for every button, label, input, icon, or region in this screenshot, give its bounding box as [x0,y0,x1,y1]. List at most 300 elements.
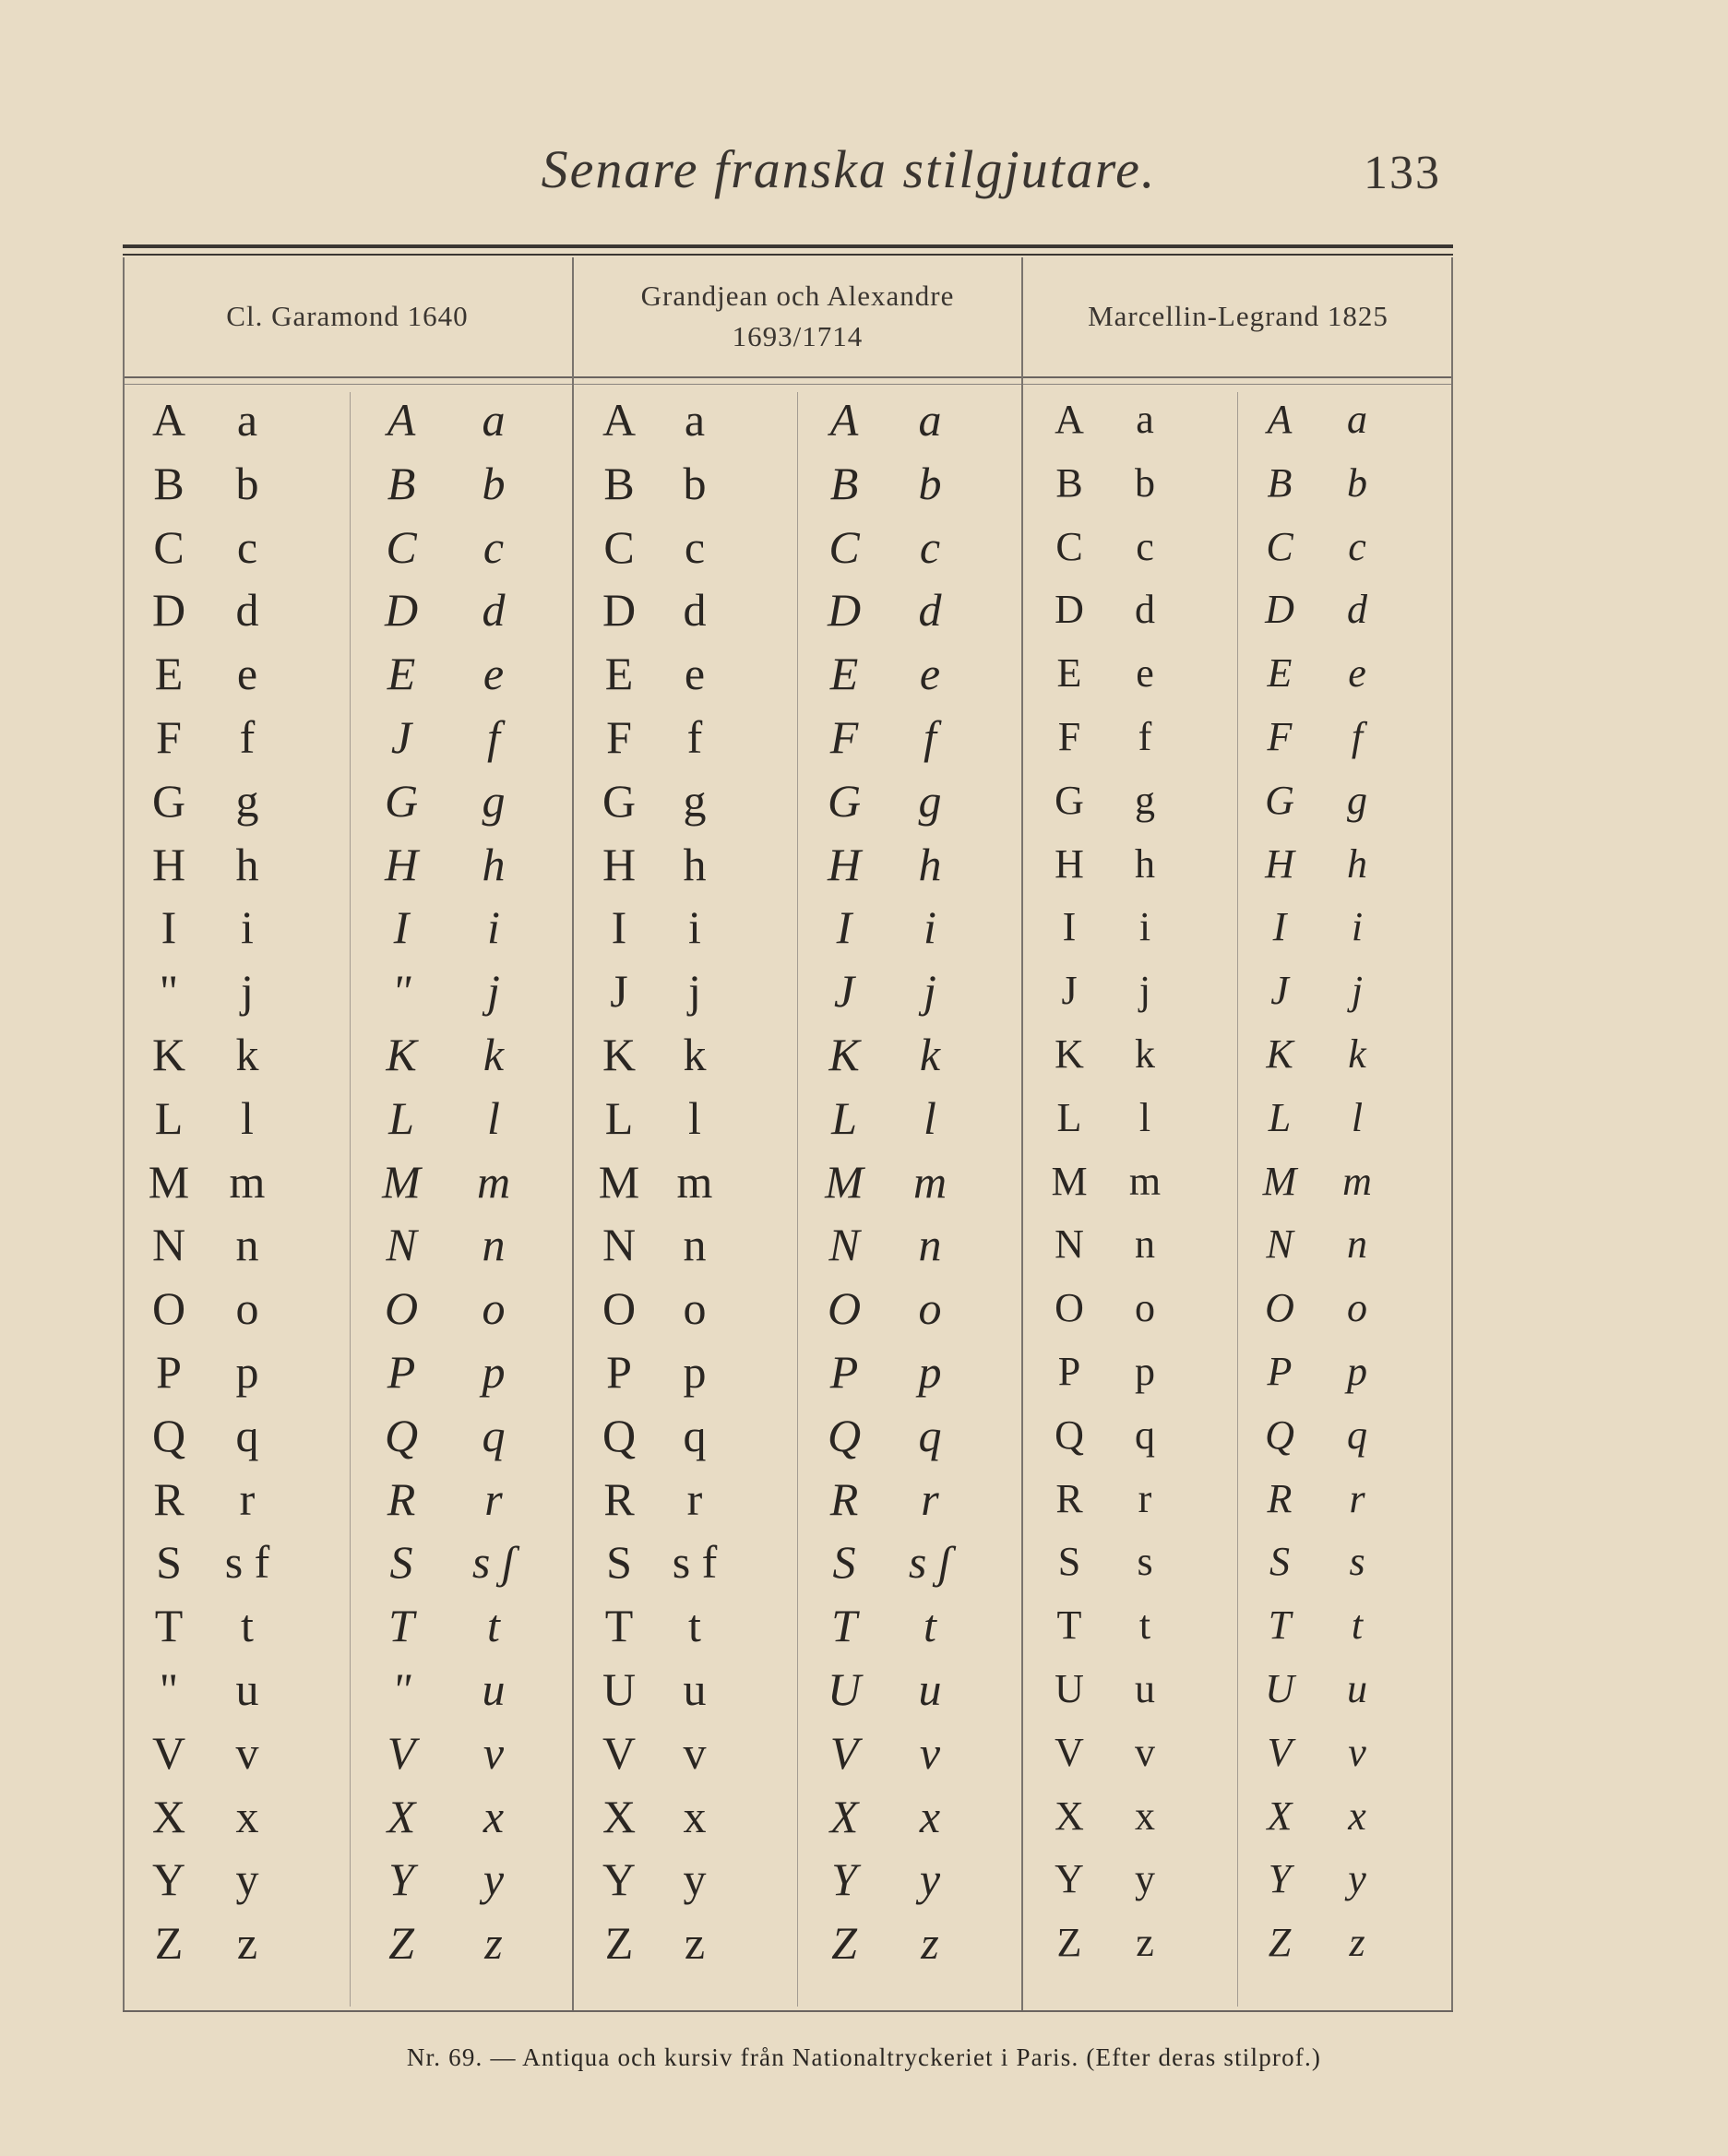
legrand-italic-upper: J [1270,968,1289,1014]
garamond-roman-lower: d [235,584,259,637]
figure-caption: Nr. 69. — Antiqua och kursiv från Nationaltryckeriet i Paris. (Efter deras stilprof.) [406,2043,1322,2071]
legrand-roman-lower: v [1135,1729,1155,1775]
legrand-italic-upper: C [1266,523,1293,569]
grandjean-italic-upper: Q [827,1409,862,1461]
garamond-roman-lower: j [241,965,254,1018]
garamond-italic-upper: P [387,1345,416,1398]
legrand-italic-lower: j [1351,968,1364,1014]
legrand-roman-upper: X [1055,1793,1084,1839]
legrand-roman-upper: L [1056,1094,1082,1140]
garamond-italic-lower: z [484,1917,503,1970]
legrand-italic-lower: h [1347,840,1367,887]
garamond-roman-lower: f [239,710,256,763]
grandjean-italic-lower: a [918,394,942,446]
legrand-roman-upper: O [1055,1285,1084,1331]
legrand-roman-lower: a [1136,397,1154,442]
table-row [123,1213,1453,1277]
grandjean-italic-lower: x [919,1790,941,1842]
legrand-italic-upper: O [1265,1285,1294,1331]
header-grandjean [574,257,1021,375]
grandjean-roman-lower: k [683,1028,707,1080]
grandjean-italic-upper: U [827,1662,862,1715]
garamond-roman-upper: N [151,1219,186,1271]
header-legrand-line: Marcellin-Legrand 1825 [1088,300,1388,332]
legrand-italic-upper: S [1269,1539,1290,1585]
garamond-italic-upper: J [390,710,412,763]
table-row [123,1594,1453,1658]
grandjean-roman-lower: a [684,394,706,446]
legrand-roman-upper: Z [1056,1920,1082,1966]
grandjean-roman-lower: f [686,710,703,763]
grandjean-italic-lower: h [918,838,942,890]
legrand-italic-upper: Z [1268,1920,1292,1966]
table-row [123,833,1453,897]
garamond-italic-lower: r [484,1472,503,1525]
grandjean-italic-lower: u [918,1662,942,1715]
table-row [123,706,1453,769]
legrand-italic-lower: y [1348,1856,1366,1902]
garamond-roman-upper: I [161,901,177,954]
grandjean-italic-upper: L [831,1091,857,1144]
legrand-italic-lower: d [1347,587,1367,633]
garamond-italic-upper: " [391,965,411,1018]
garamond-roman-upper: V [151,1726,186,1779]
legrand-italic-lower: q [1347,1412,1367,1458]
legrand-roman-upper: T [1056,1602,1082,1649]
table-row [123,896,1453,959]
legrand-roman-upper: M [1051,1158,1088,1204]
legrand-italic-lower: b [1347,459,1367,506]
garamond-italic-upper: N [386,1219,417,1271]
garamond-italic-lower: m [476,1155,511,1208]
table-row [123,1150,1453,1214]
grandjean-roman-lower: y [683,1853,707,1906]
garamond-italic-lower: h [482,838,506,890]
grandjean-roman-lower: h [683,838,707,890]
legrand-italic-lower: e [1348,650,1366,697]
garamond-roman-lower: n [235,1219,259,1271]
legrand-roman-lower: g [1135,777,1155,823]
garamond-roman-upper: M [148,1155,190,1208]
garamond-italic-upper: K [386,1028,417,1080]
grandjean-italic-lower: f [924,710,936,763]
garamond-italic-upper: Q [384,1409,419,1461]
garamond-roman-lower: t [241,1600,254,1652]
table-row [123,1087,1453,1150]
legrand-roman-upper: G [1055,777,1084,823]
table-row [123,1277,1453,1340]
garamond-italic-lower: c [483,520,505,573]
garamond-italic-lower: d [482,584,506,637]
legrand-italic-upper: F [1267,713,1293,759]
legrand-roman-upper: S [1057,1539,1081,1585]
grandjean-roman-upper: J [610,965,628,1018]
garamond-italic-upper: S [389,1536,413,1589]
grandjean-roman-lower: l [688,1091,701,1144]
grandjean-roman-upper: Z [604,1917,634,1970]
legrand-roman-lower: b [1135,459,1155,506]
garamond-roman-upper: R [153,1472,185,1525]
garamond-roman-lower: l [241,1091,254,1144]
garamond-roman-upper: K [151,1028,186,1080]
garamond-italic-upper: Z [388,1917,414,1970]
garamond-roman-lower: h [235,838,259,890]
garamond-roman-upper: L [154,1091,184,1144]
garamond-italic-upper: " [391,1662,411,1715]
legrand-roman-upper: H [1055,840,1084,887]
header-garamond-line: Cl. Garamond 1640 [226,300,469,332]
legrand-roman-upper: P [1057,1348,1081,1394]
legrand-italic-lower: s [1349,1539,1365,1585]
garamond-roman-lower: g [235,774,259,827]
garamond-roman-lower: u [235,1662,259,1715]
legrand-roman-lower: i [1138,904,1151,950]
grandjean-italic-upper: R [829,1472,859,1525]
garamond-roman-lower: s f [224,1536,270,1589]
table-row [123,452,1453,516]
garamond-roman-upper: S [156,1536,182,1589]
legrand-roman-upper: Q [1055,1412,1084,1458]
grandjean-roman-upper: T [604,1600,634,1652]
legrand-roman-lower: y [1135,1856,1155,1902]
grandjean-italic-lower: q [918,1409,942,1461]
legrand-italic-upper: X [1267,1793,1293,1839]
legrand-roman-upper: K [1055,1030,1084,1077]
garamond-roman-lower: c [236,520,258,573]
garamond-roman-upper: Y [151,1853,186,1906]
legrand-roman-lower: e [1136,650,1154,697]
grandjean-roman-upper: Y [602,1853,637,1906]
table-row [123,1340,1453,1404]
legrand-italic-upper: U [1265,1665,1294,1711]
garamond-roman-lower: v [235,1726,259,1779]
table-row [123,388,1453,452]
legrand-roman-lower: m [1128,1158,1162,1204]
grandjean-roman-lower: b [683,457,707,509]
garamond-italic-lower: q [482,1409,506,1461]
grandjean-italic-lower: k [919,1028,941,1080]
table-row [123,1531,1453,1594]
grandjean-roman-upper: G [602,774,637,827]
garamond-italic-upper: D [384,584,419,637]
garamond-italic-upper: M [382,1155,421,1208]
page-number: 133 [1364,147,1441,199]
legrand-italic-lower: r [1349,1475,1365,1521]
grandjean-roman-lower: d [683,584,707,637]
garamond-italic-upper: Y [388,1853,414,1906]
legrand-roman-lower: d [1135,587,1155,633]
grandjean-italic-lower: y [919,1853,941,1906]
garamond-italic-lower: i [487,901,500,954]
header-grandjean-line-1: Grandjean och Alexandre [640,280,955,312]
legrand-roman-upper: J [1061,968,1078,1014]
legrand-roman-upper: R [1055,1475,1083,1521]
legrand-italic-upper: A [1267,397,1293,442]
grandjean-italic-lower: b [918,457,942,509]
grandjean-roman-lower: o [683,1282,707,1335]
grandjean-roman-lower: c [684,520,706,573]
legrand-roman-lower: r [1138,1475,1152,1521]
garamond-italic-lower: u [482,1662,506,1715]
legrand-roman-lower: c [1136,523,1154,569]
grandjean-roman-upper: B [603,457,635,509]
garamond-roman-upper: Q [151,1409,186,1461]
garamond-italic-lower: e [483,648,505,700]
legrand-roman-lower: p [1135,1348,1155,1394]
grandjean-roman-upper: P [606,1345,632,1398]
legrand-roman-lower: s [1137,1539,1153,1585]
legrand-roman-lower: x [1135,1793,1155,1839]
grandjean-roman-upper: U [602,1662,637,1715]
grandjean-italic-upper: X [829,1790,859,1842]
specimen-table [123,244,1453,2016]
grandjean-italic-lower: v [919,1726,941,1779]
legrand-roman-upper: N [1055,1221,1084,1268]
grandjean-roman-lower: j [688,965,701,1018]
grandjean-italic-upper: J [833,965,855,1018]
grandjean-italic-upper: B [829,457,859,509]
garamond-italic-lower: a [482,394,506,446]
grandjean-italic-lower: t [924,1600,936,1652]
legrand-italic-upper: M [1262,1158,1297,1204]
grandjean-roman-upper: E [604,648,634,700]
grandjean-roman-upper: D [602,584,637,637]
garamond-italic-lower: x [483,1790,505,1842]
grandjean-italic-lower: g [918,774,942,827]
table-row [123,1468,1453,1531]
garamond-roman-upper: E [154,648,184,700]
garamond-italic-upper: L [388,1091,414,1144]
garamond-italic-lower: t [487,1600,500,1652]
legrand-roman-lower: h [1135,840,1155,887]
grandjean-italic-lower: s ʃ [908,1536,952,1589]
garamond-italic-lower: l [487,1091,500,1144]
table-top-rule-thin [123,254,1453,256]
legrand-italic-upper: E [1267,650,1293,697]
grandjean-roman-lower: n [683,1219,707,1271]
legrand-roman-upper: B [1055,459,1083,506]
legrand-italic-lower: n [1347,1221,1367,1268]
garamond-roman-lower: q [235,1409,259,1461]
legrand-roman-lower: o [1135,1285,1155,1331]
table-row [123,959,1453,1023]
grandjean-italic-upper: G [827,774,862,827]
legrand-italic-upper: V [1267,1729,1293,1775]
legrand-italic-lower: f [1351,713,1364,759]
grandjean-italic-upper: Y [831,1853,857,1906]
grandjean-italic-lower: e [919,648,941,700]
legrand-roman-lower: z [1136,1920,1154,1966]
legrand-italic-upper: T [1268,1602,1292,1649]
table-row [123,1785,1453,1849]
grandjean-italic-upper: F [829,710,859,763]
grandjean-roman-lower: r [686,1472,703,1525]
legrand-italic-lower: l [1351,1094,1364,1140]
table-header-row [123,257,1453,375]
grandjean-italic-upper: S [832,1536,856,1589]
legrand-italic-upper: I [1272,904,1287,950]
legrand-roman-lower: k [1135,1030,1155,1077]
legrand-roman-upper: A [1055,397,1084,442]
garamond-roman-upper: F [156,710,182,763]
garamond-roman-upper: B [153,457,185,509]
garamond-italic-lower: f [487,710,500,763]
grandjean-italic-upper: Z [831,1917,857,1970]
grandjean-roman-lower: p [683,1345,707,1398]
grandjean-roman-upper: R [603,1472,635,1525]
legrand-italic-upper: B [1267,459,1293,506]
grandjean-italic-lower: l [924,1091,936,1144]
garamond-roman-lower: a [236,394,258,446]
garamond-roman-lower: x [235,1790,259,1842]
grandjean-roman-lower: e [684,648,706,700]
table-row [123,1848,1453,1912]
legrand-italic-lower: v [1348,1729,1366,1775]
garamond-roman-upper: X [151,1790,186,1842]
garamond-italic-upper: R [387,1472,416,1525]
grandjean-roman-upper: N [602,1219,637,1271]
garamond-roman-lower: r [239,1472,256,1525]
grandjean-italic-lower: p [918,1345,942,1398]
grandjean-italic-lower: c [919,520,941,573]
garamond-roman-lower: o [235,1282,259,1335]
legrand-roman-upper: E [1056,650,1082,697]
header-bottom-rule [123,376,1453,378]
table-row [123,1404,1453,1468]
garamond-italic-upper: H [384,838,419,890]
header-grandjean-line-2: 1693/1714 [732,320,864,352]
grandjean-italic-lower: r [921,1472,939,1525]
grandjean-roman-lower: z [684,1917,706,1970]
legrand-italic-lower: z [1349,1920,1365,1966]
garamond-roman-lower: b [235,457,259,509]
garamond-italic-upper: B [387,457,416,509]
table-row [123,1023,1453,1087]
table-row [123,1658,1453,1721]
legrand-roman-upper: Y [1055,1856,1084,1902]
garamond-roman-upper: C [153,520,185,573]
legrand-italic-upper: Y [1268,1856,1292,1902]
table-row [123,1912,1453,1975]
table-top-rule [123,244,1453,248]
legrand-roman-upper: V [1055,1729,1084,1775]
grandjean-italic-lower: o [918,1282,942,1335]
legrand-italic-upper: N [1266,1221,1293,1268]
garamond-roman-lower: i [241,901,254,954]
legrand-roman-lower: j [1138,968,1151,1014]
garamond-italic-upper: E [387,648,416,700]
grandjean-roman-upper: L [604,1091,634,1144]
grandjean-roman-upper: I [611,901,627,954]
garamond-roman-upper: O [151,1282,186,1335]
garamond-italic-upper: G [384,774,419,827]
grandjean-roman-lower: m [676,1155,713,1208]
legrand-italic-lower: k [1348,1030,1366,1077]
garamond-italic-upper: I [393,901,410,954]
grandjean-roman-upper: X [602,1790,637,1842]
legrand-italic-lower: c [1348,523,1366,569]
grandjean-roman-lower: q [683,1409,707,1461]
grandjean-roman-lower: x [683,1790,707,1842]
legrand-roman-upper: D [1055,587,1084,633]
grandjean-italic-upper: N [828,1219,860,1271]
garamond-italic-lower: k [483,1028,505,1080]
garamond-roman-upper: T [154,1600,184,1652]
legrand-italic-lower: p [1347,1348,1367,1394]
running-head [0,138,1728,212]
grandjean-italic-lower: m [912,1155,947,1208]
grandjean-roman-lower: v [683,1726,707,1779]
garamond-roman-lower: e [236,648,258,700]
garamond-italic-lower: s ʃ [471,1536,516,1589]
grandjean-italic-lower: d [918,584,942,637]
grandjean-roman-upper: C [603,520,635,573]
table-row [123,1721,1453,1785]
grandjean-italic-lower: i [924,901,936,954]
garamond-italic-lower: j [487,965,500,1018]
garamond-italic-upper: A [387,394,416,446]
legrand-italic-upper: Q [1265,1412,1294,1458]
grandjean-italic-upper: E [829,648,859,700]
garamond-roman-lower: k [235,1028,259,1080]
grandjean-italic-upper: P [829,1345,859,1398]
garamond-italic-upper: C [386,520,417,573]
garamond-roman-lower: m [229,1155,266,1208]
legrand-italic-lower: m [1342,1158,1372,1204]
legrand-roman-lower: u [1135,1665,1155,1711]
garamond-italic-lower: y [483,1853,505,1906]
grandjean-roman-upper: F [606,710,632,763]
header-bottom-rule-thin [123,384,1453,385]
garamond-roman-lower: p [235,1345,259,1398]
legrand-italic-upper: K [1266,1030,1293,1077]
grandjean-roman-lower: s f [672,1536,718,1589]
legrand-italic-lower: g [1347,777,1367,823]
garamond-roman-upper: A [151,394,186,446]
garamond-italic-lower: n [482,1219,506,1271]
garamond-italic-upper: O [384,1282,419,1335]
garamond-roman-lower: y [235,1853,259,1906]
grandjean-italic-upper: K [828,1028,860,1080]
garamond-italic-lower: o [482,1282,506,1335]
garamond-roman-upper: P [156,1345,182,1398]
running-title: Senare franska stilgjutare. [541,139,1157,199]
legrand-italic-upper: L [1268,1094,1292,1140]
legrand-roman-upper: F [1057,713,1081,759]
grandjean-roman-upper: H [602,838,637,890]
legrand-italic-upper: G [1265,777,1294,823]
garamond-italic-lower: p [482,1345,506,1398]
grandjean-roman-lower: g [683,774,707,827]
grandjean-roman-lower: i [688,901,701,954]
garamond-italic-upper: X [387,1790,416,1842]
legrand-italic-lower: u [1347,1665,1367,1711]
garamond-italic-lower: g [482,774,506,827]
garamond-roman-upper: Z [154,1917,184,1970]
legrand-roman-lower: l [1138,1094,1151,1140]
grandjean-roman-lower: t [688,1600,701,1652]
header-garamond [123,257,572,375]
grandjean-italic-lower: z [921,1917,939,1970]
grandjean-italic-upper: T [831,1600,857,1652]
grandjean-italic-upper: M [825,1155,864,1208]
grandjean-roman-upper: K [602,1028,637,1080]
garamond-italic-upper: T [388,1600,414,1652]
legrand-italic-upper: H [1265,840,1294,887]
grandjean-italic-upper: V [829,1726,859,1779]
grandjean-roman-upper: Q [602,1409,637,1461]
grandjean-italic-upper: I [836,901,852,954]
